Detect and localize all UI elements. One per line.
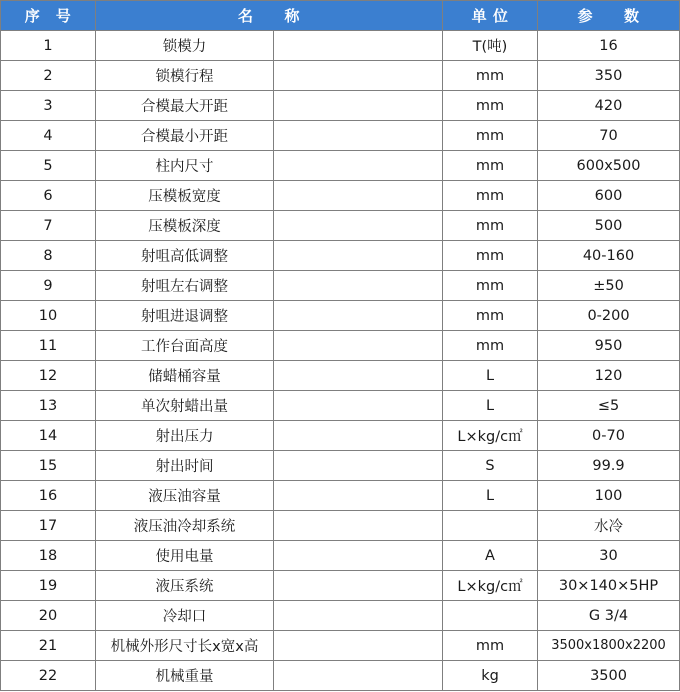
unit-cell: L×kg/c㎡: [443, 571, 538, 601]
unit-cell: mm: [443, 211, 538, 241]
row-number-cell: 2: [1, 61, 96, 91]
table-row: [1, 661, 680, 691]
unit-cell: L: [443, 391, 538, 421]
unit-cell: [443, 601, 538, 631]
value-cell: 600: [538, 181, 680, 211]
row-number-cell: 20: [1, 601, 96, 631]
parameter-name-cell: 工作台面高度: [96, 331, 274, 361]
table-row: [1, 421, 680, 451]
row-number-cell: 1: [1, 31, 96, 61]
table-row: [1, 391, 680, 421]
unit-cell: mm: [443, 91, 538, 121]
parameter-name-cell: 冷却口: [96, 601, 274, 631]
value-cell: 120: [538, 361, 680, 391]
parameter-name-cell: 使用电量: [96, 541, 274, 571]
table-row: [1, 331, 680, 361]
parameter-name-cell: 射咀高低调整: [96, 241, 274, 271]
value-cell: 30: [538, 541, 680, 571]
header-no: 序 号: [1, 1, 96, 31]
value-cell: ≤5: [538, 391, 680, 421]
row-number-cell: 7: [1, 211, 96, 241]
table-row: [1, 481, 680, 511]
blank-cell: [274, 361, 443, 391]
blank-cell: [274, 121, 443, 151]
parameter-name-cell: 液压油容量: [96, 481, 274, 511]
parameter-name-cell: 射咀左右调整: [96, 271, 274, 301]
table-row: [1, 451, 680, 481]
blank-cell: [274, 421, 443, 451]
blank-cell: [274, 331, 443, 361]
parameter-name-cell: 合模最大开距: [96, 91, 274, 121]
row-number-cell: 3: [1, 91, 96, 121]
table-row: [1, 541, 680, 571]
unit-cell: mm: [443, 241, 538, 271]
blank-cell: [274, 451, 443, 481]
value-cell: 420: [538, 91, 680, 121]
row-number-cell: 16: [1, 481, 96, 511]
value-cell: 99.9: [538, 451, 680, 481]
table-row: [1, 631, 680, 661]
value-cell: 3500x1800x2200: [538, 631, 680, 661]
parameter-name-cell: 压模板宽度: [96, 181, 274, 211]
row-number-cell: 17: [1, 511, 96, 541]
unit-cell: mm: [443, 151, 538, 181]
parameter-name-cell: 机械外形尺寸长x宽x高: [96, 631, 274, 661]
table-row: [1, 121, 680, 151]
blank-cell: [274, 241, 443, 271]
value-cell: 950: [538, 331, 680, 361]
header-row: [1, 1, 680, 31]
blank-cell: [274, 631, 443, 661]
blank-cell: [274, 31, 443, 61]
value-cell: 40-160: [538, 241, 680, 271]
blank-cell: [274, 541, 443, 571]
blank-cell: [274, 601, 443, 631]
row-number-cell: 12: [1, 361, 96, 391]
unit-cell: mm: [443, 181, 538, 211]
table-row: [1, 361, 680, 391]
header-value: 参 数: [538, 1, 680, 31]
blank-cell: [274, 271, 443, 301]
unit-cell: L: [443, 361, 538, 391]
blank-cell: [274, 91, 443, 121]
parameter-name-cell: 射出时间: [96, 451, 274, 481]
unit-cell: mm: [443, 331, 538, 361]
table-row: [1, 211, 680, 241]
value-cell: G 3/4: [538, 601, 680, 631]
value-cell: 0-70: [538, 421, 680, 451]
row-number-cell: 15: [1, 451, 96, 481]
parameter-name-cell: 储蜡桶容量: [96, 361, 274, 391]
blank-cell: [274, 511, 443, 541]
row-number-cell: 6: [1, 181, 96, 211]
value-cell: 30×140×5HP: [538, 571, 680, 601]
blank-cell: [274, 301, 443, 331]
table-row: [1, 271, 680, 301]
row-number-cell: 11: [1, 331, 96, 361]
value-cell: 16: [538, 31, 680, 61]
unit-cell: mm: [443, 121, 538, 151]
parameter-name-cell: 单次射蜡出量: [96, 391, 274, 421]
value-cell: 500: [538, 211, 680, 241]
header-name: 名 称: [96, 1, 443, 31]
unit-cell: [443, 511, 538, 541]
row-number-cell: 8: [1, 241, 96, 271]
value-cell: 70: [538, 121, 680, 151]
blank-cell: [274, 481, 443, 511]
value-cell: 600x500: [538, 151, 680, 181]
blank-cell: [274, 151, 443, 181]
unit-cell: mm: [443, 301, 538, 331]
table-body: [1, 31, 680, 691]
table-row: [1, 571, 680, 601]
row-number-cell: 5: [1, 151, 96, 181]
unit-cell: T(吨): [443, 31, 538, 61]
table-row: [1, 511, 680, 541]
value-cell: 350: [538, 61, 680, 91]
unit-cell: mm: [443, 631, 538, 661]
value-cell: ±50: [538, 271, 680, 301]
row-number-cell: 9: [1, 271, 96, 301]
row-number-cell: 14: [1, 421, 96, 451]
unit-cell: A: [443, 541, 538, 571]
parameter-name-cell: 射咀进退调整: [96, 301, 274, 331]
table-row: [1, 151, 680, 181]
parameter-name-cell: 机械重量: [96, 661, 274, 691]
blank-cell: [274, 391, 443, 421]
unit-cell: S: [443, 451, 538, 481]
table-row: [1, 31, 680, 61]
table-row: [1, 181, 680, 211]
row-number-cell: 22: [1, 661, 96, 691]
blank-cell: [274, 211, 443, 241]
header-unit: 单 位: [443, 1, 538, 31]
parameter-name-cell: 锁模行程: [96, 61, 274, 91]
blank-cell: [274, 661, 443, 691]
parameter-name-cell: 柱内尺寸: [96, 151, 274, 181]
blank-cell: [274, 61, 443, 91]
parameter-name-cell: 合模最小开距: [96, 121, 274, 151]
unit-cell: mm: [443, 271, 538, 301]
parameter-name-cell: 射出压力: [96, 421, 274, 451]
blank-cell: [274, 181, 443, 211]
row-number-cell: 10: [1, 301, 96, 331]
table-row: [1, 301, 680, 331]
parameter-name-cell: 锁模力: [96, 31, 274, 61]
unit-cell: mm: [443, 61, 538, 91]
parameter-name-cell: 液压油冷却系统: [96, 511, 274, 541]
row-number-cell: 18: [1, 541, 96, 571]
value-cell: 水冷: [538, 511, 680, 541]
table-row: [1, 241, 680, 271]
row-number-cell: 19: [1, 571, 96, 601]
row-number-cell: 13: [1, 391, 96, 421]
row-number-cell: 21: [1, 631, 96, 661]
parameter-name-cell: 压模板深度: [96, 211, 274, 241]
unit-cell: kg: [443, 661, 538, 691]
table-row: [1, 91, 680, 121]
value-cell: 0-200: [538, 301, 680, 331]
table-row: [1, 61, 680, 91]
unit-cell: L: [443, 481, 538, 511]
unit-cell: L×kg/c㎡: [443, 421, 538, 451]
table-row: [1, 601, 680, 631]
value-cell: 3500: [538, 661, 680, 691]
parameter-name-cell: 液压系统: [96, 571, 274, 601]
blank-cell: [274, 571, 443, 601]
value-cell: 100: [538, 481, 680, 511]
row-number-cell: 4: [1, 121, 96, 151]
